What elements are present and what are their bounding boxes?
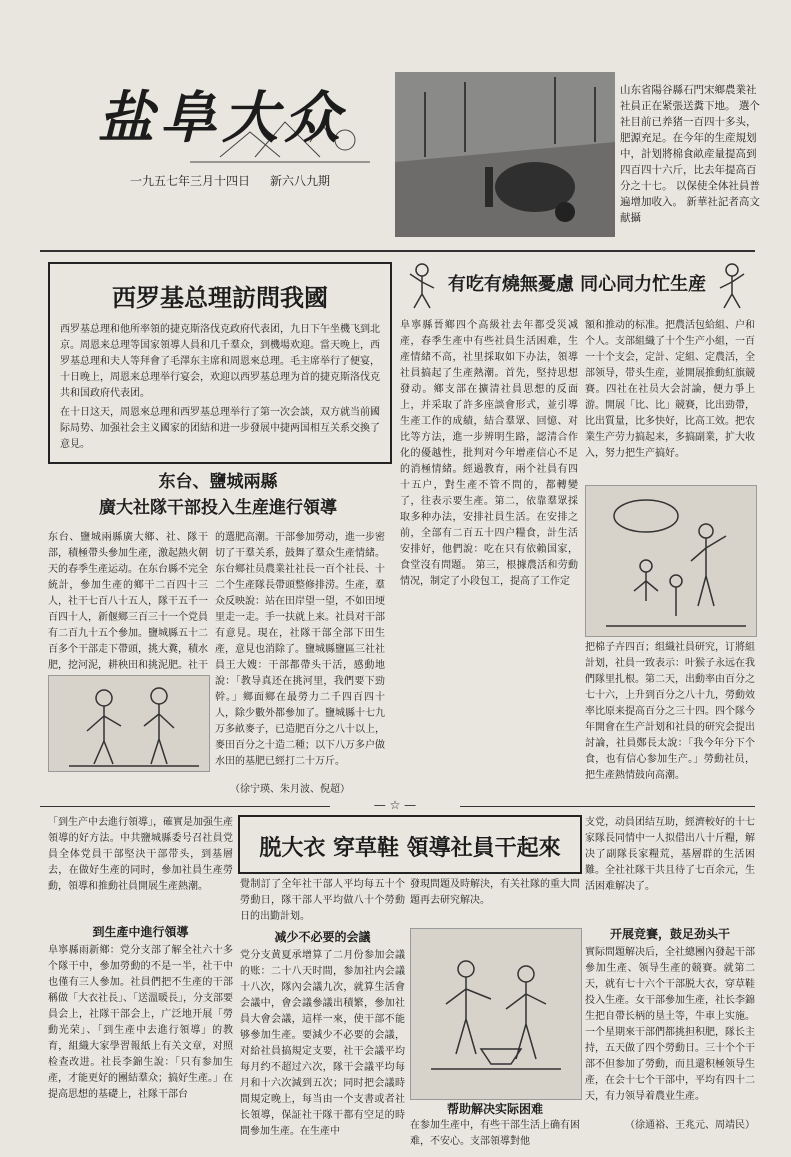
farmers-drawing bbox=[49, 676, 209, 771]
article-coats-mid-col2: 党分支黄夏承增算了二月份参加会議的账：二十八天时間，参加社内会議十八次，隊內会議九次，就算生活會会議中，會会議參議出積繁，參加社員大會会議，這样一來，使干部不能够參加生產。要減少不必要的会議，对給社員搞規定支要，社干会議平均每月约不超过六次，隊干会議平均每月和十六次減到五次；同时把会議時間規定晚上，每当由一个支書或者社长領導，保証社干隊干都有空足的時間參加生產。在生產中 bbox=[240, 950, 405, 1136]
article-coats-mid-col3: 發現問題及時解決，有关社隊的重大問題再去研究解决。 bbox=[410, 879, 580, 906]
masthead-title: 盐阜大众 bbox=[98, 85, 346, 151]
masthead-date: 一九五七年三月十四日 bbox=[130, 174, 251, 188]
banner-figure-left bbox=[402, 260, 442, 310]
subhead-competition: 开展竞賽，鼓足劲头干 bbox=[609, 927, 730, 941]
subhead-lead-in-production: 到生產中進行領導 bbox=[92, 925, 189, 939]
article-coats-left-col: 阜寧縣雨新鄉：党分支部了解全社六十多个隊干中，參加勞動的不是一半，社干中也僅有三人參加。社員們把不生產的干部稱做「大衣社長」、「送溫暖長」，分支部要員会上，社隊干部会上，广泛地开展「勞動光荣」、「到生產中去進行領導」的教育，組織大家學習報紙上有关文章，对照检查改进。社長李錦生說：「只有参加生產，才能更好的團結羣众；搞好生產。」在提高思想的基礎上，社隊干部台 bbox=[48, 945, 233, 1100]
article-coats-headline-box bbox=[238, 815, 582, 874]
article-coats-headline: 脱大衣 穿草鞋 領導社員干起來 bbox=[259, 836, 561, 861]
article-coats-right-col1: 支党，动員团结互助，經濟較好的十七家隊長同情中一人拟借出八十斤糧，解决了副隊長家糧荒，基層群的生活困難。全社社隊干共且待了七百余元，生活困难解决了。 bbox=[585, 817, 755, 892]
article-coats-right-col2: 實际問題解决后，全社總團內發起干部參加生產、领导生產的競賽。就第二天，就有七十六个干部脱大衣，穿草鞋投入生產。女干部參加生產，社长李錦生把自帶长柄的垦土等，牛車上实施。一个星期來干部們都挑担积肥，隊长主持，五天做了四个勞動日。三十个个干部不但参加了勞動，而且還积極领导生產，在会十七个干部中，平均有四十二天，有力领导着農业生產。 bbox=[585, 947, 755, 1102]
article-premier-p3: 在十日这天，周恩來总理和西罗基总理举行了第一次会談，双方就当前國际局势、加强社会主义國家的团結和进一步發展中捷两国相互关系交換了意見。 bbox=[60, 407, 380, 450]
article-production-headline: 有吃有燒無憂慮 同心同力忙生産 bbox=[447, 274, 707, 295]
illustration-help bbox=[410, 928, 582, 1100]
article-cadres-headline-2: 廣大社隊干部投入生産進行領導 bbox=[99, 498, 337, 518]
article-production-banner bbox=[402, 260, 752, 310]
masthead-issue: 新六八九期 bbox=[270, 174, 331, 188]
article-premier-visit bbox=[48, 262, 392, 464]
article-cadres-byline: （徐宁瑛、朱月波、倪超） bbox=[230, 784, 350, 795]
meeting-drawing bbox=[586, 486, 756, 636]
article-coats-bottom-text: 在参加生產中，有些干部生活上确有困难，不安心。支部領導對他 bbox=[410, 1120, 580, 1147]
article-cadres-headline-1: 东台、鹽城兩縣 bbox=[158, 472, 278, 492]
top-photo bbox=[395, 72, 615, 237]
illustration-farmers bbox=[48, 675, 210, 772]
banner-figure-right bbox=[712, 260, 752, 310]
photo-caption: 山东省陽谷縣石門宋鄉農業社社員正在紧張送糞下地。 選个社目前已养猪一百四十多头，肥源充足。在今年的生産規划中，計划將棉食畝産量提高到四百四十六斤，比去年提高百分之十七。 以保使全体社員普遍增加收入。 新華社記者高文献攝 bbox=[620, 84, 760, 224]
divider-line bbox=[40, 250, 755, 252]
article-coats-intro: 「到生产中去進行領導」，確實是加强生產領導的好方法。中共鹽城縣委号召社員党員全体党員干部堅決干部带头，到基層去，在做好生產的同时，參加社員生產勞動，領導和推動社員開展生產熱潮。 bbox=[48, 817, 233, 892]
illustration-help-caption: 帮助解决实际困难 bbox=[446, 1102, 543, 1116]
divider-star: — ☆ — bbox=[330, 798, 460, 812]
article-coats-mid-col1: 覺制訂了全年社干部人平均每五十个勞動日，隊干部人平均做八十个勞動日的出勤計划。 bbox=[240, 879, 405, 922]
article-premier-headline: 西罗基总理訪問我國 bbox=[112, 284, 328, 312]
masthead bbox=[70, 62, 380, 202]
article-premier-p1: 西罗基总理和他所率領的捷克斯洛伐克政府代表团，九日下午坐機飞到北京。周恩来总理等国家領導人員和几千羣众，到機場欢迎。當天晚上，西罗基总理和夫人等拜會了毛澤东主席和周恩來总理。毛主席举行了便宴， bbox=[60, 324, 380, 367]
article-cadres-col1: 东台、鹽城兩縣廣大鄉、社、隊干部，積極帶头參加生產，激起熱火朝天的春季生產运动。在东台縣不完全統計，參加生產的鄉干二百四十三人，社干七百八十五人，隊干五千一百四十人，新偃鄉三百三十一个党員有二百九十五个參加。鹽城縣五十二百多个干部走下帶頭，挑大糞，積水肥，挖河泥，耕秧田和挑泥肥。社干 bbox=[48, 532, 208, 670]
article-coats-byline: （徐通裕、王兆元、周靖民） bbox=[625, 1120, 755, 1131]
article-premier-p2: 十日晚上，周恩来总理举行宴会，欢迎以西罗基总理为首的捷克斯洛伐克共和国政府代表团。 bbox=[60, 372, 380, 399]
subhead-fewer-meetings: 减少不必要的会議 bbox=[274, 930, 371, 944]
illustration-meeting bbox=[585, 485, 757, 637]
article-production-col3: 把棉子卉四百；组織社員研究，订將組計划，社員一致表示：叶猴子永远在我們隊里扎根。第二天，出動率由百分之七十六，上升到百分之八十九，勞動效率比原来提高百分之三十四。四个隊今年開會在生产計划和社員的研究会提出討論，社員鄭長太說：「我今年分下个食，也有信心参加生产。」勞動社员，把生產熱情鼓向高潮。 bbox=[585, 642, 755, 781]
help-drawing bbox=[411, 929, 581, 1099]
article-cadres-col2: 的選肥高潮。干部參加勞动，進一步密切了干羣关系，鼓舞了羣众生產情緒。东台鄉社员農業社社長一百个社長、十二个生產隊長帶頭整修排涝。生產，羣众反映說：站在田岸望一望，不如田埂里走一走。手一扶就上来。社員对干部有意見。現在，社隊干部全部下田生產，意見也消除了。鹽城縣鹽區三社社員王大嫂：干部都帶头干活，感動地說：「教导真还在挑河里，我們要下勁幹。」鄉面鄉在最勞力二千四百四十人，除少數外都參加了。鹽城縣十七九万多畝麥子，已造肥百分之八十以上，麥田百分之十造二種；以下八万多户做水田的基肥已經打二十万斤。 bbox=[215, 532, 385, 767]
article-production-col1: 阜寧縣晉鄉四个高級社去年都受災减產，春季生產中有些社員生活困难，生產情緒不高，社里採取如下办法，領導社員搞起了生產熱潮。首先，堅持思想發动。鄉支部在擴清社員思想的反面上，并采取了許多座談會形式，並引導生產工作的成績，結合羣眾、回憶、对比等方法，進一步辨明生路，認清合作化的優越性，批判对今年增產信心不足的消極情緒。經過教育，兩个社員有四十五户，對生產不管不問的，都轉變了，往表示要生產。第二，依靠羣眾採取多种办法，安排社員生活。在安排之前，全部有二百五十四户糧食，計生活安排好，他們說：吃在只有依賴国家，食堂沒有問題。 第三，根據農活和劳動情况，制定了小段包工，提高了工作定 bbox=[400, 320, 578, 587]
photo-image bbox=[395, 72, 615, 237]
article-production-col2: 額和推动的标准。把農活包給組、户和个人。支部組織了十个生产小組，一百一十个支会，定計、定組、定農活，全部领导，带头生産，並開展推動紅旗競賽。四社在社员大会討論，便力爭上游。開展「比、比」競賽，比出勁帶，比出質量，比多快好，比高工效。把农業生产劳力搞起来，多搞副業，扩大收入，努力把生产搞好。 bbox=[585, 320, 755, 459]
